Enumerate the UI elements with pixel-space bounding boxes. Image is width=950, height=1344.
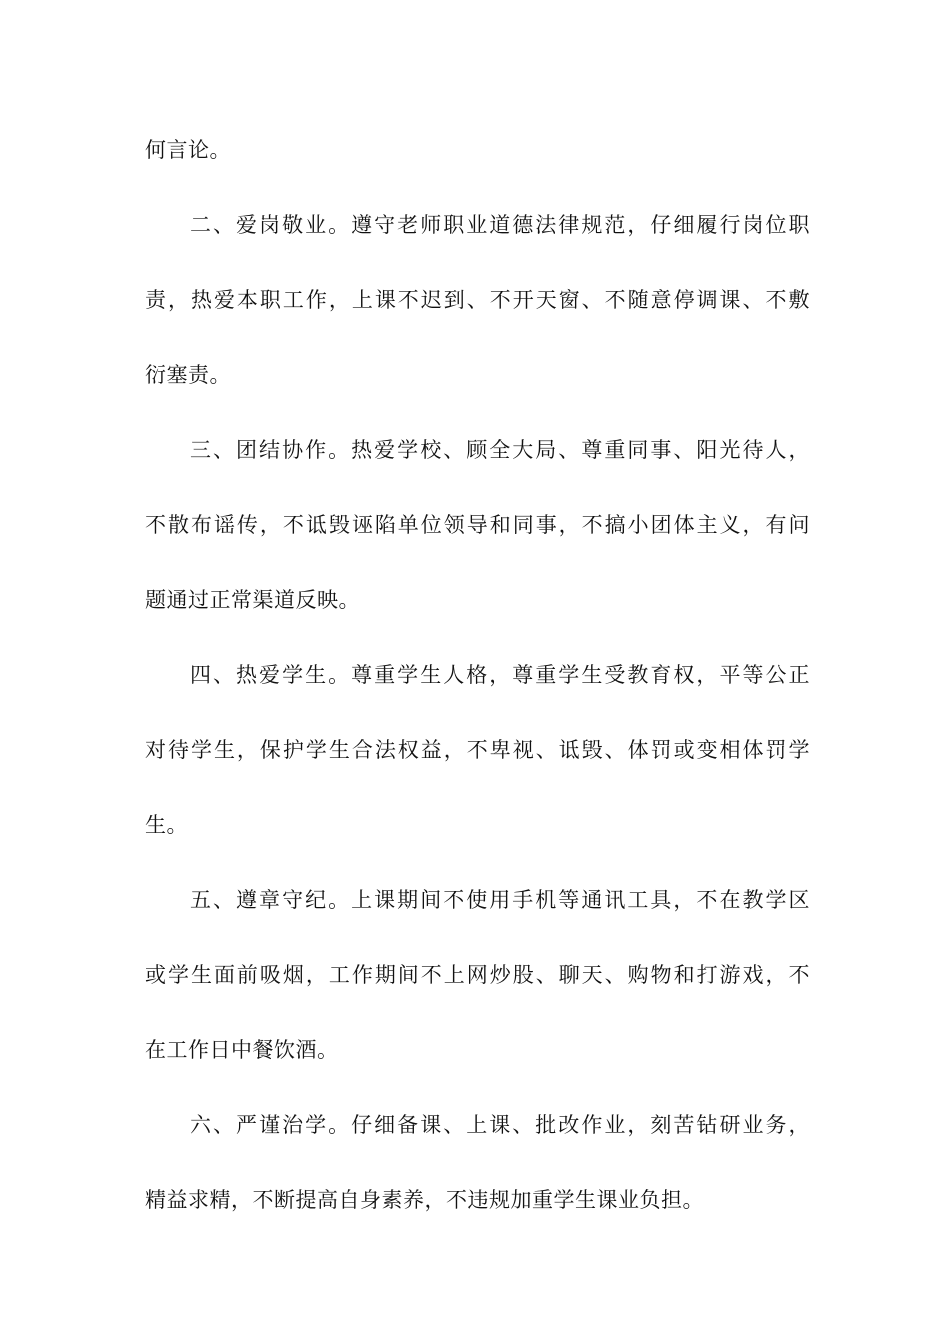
text-line: 何言论。	[145, 138, 231, 162]
paragraph-2-line-1: 二、爱岗敬业。遵守老师职业道德法律规范，仔细履行岗位职	[190, 213, 810, 237]
paragraph-6-line-1: 六、严谨治学。仔细备课、上课、批改作业，刻苦钻研业务，	[190, 1113, 810, 1137]
paragraph-4-line-1: 四、热爱学生。尊重学生人格，尊重学生受教育权，平等公正	[190, 663, 810, 687]
paragraph-5-line-1: 五、遵章守纪。上课期间不使用手机等通讯工具，不在教学区	[190, 888, 810, 912]
paragraph-4-line-2: 对待学生，保护学生合法权益，不卑视、诋毁、体罚或变相体罚学	[145, 738, 810, 762]
paragraph-2-line-2: 责，热爱本职工作，上课不迟到、不开天窗、不随意停调课、不敷	[145, 288, 810, 312]
paragraph-5-line-2: 或学生面前吸烟，工作期间不上网炒股、聊天、购物和打游戏，不	[145, 963, 810, 987]
paragraph-2-line-3: 衍塞责。	[145, 363, 231, 387]
paragraph-5-line-3: 在工作日中餐饮酒。	[145, 1038, 339, 1062]
paragraph-6-line-2: 精益求精，不断提高自身素养，不违规加重学生课业负担。	[145, 1188, 704, 1212]
paragraph-3-line-3: 题通过正常渠道反映。	[145, 588, 360, 612]
paragraph-3-line-1: 三、团结协作。热爱学校、顾全大局、尊重同事、阳光待人，	[190, 438, 810, 462]
paragraph-4-line-3: 生。	[145, 813, 188, 837]
paragraph-3-line-2: 不散布谣传，不诋毁诬陷单位领导和同事，不搞小团体主义，有问	[145, 513, 810, 537]
